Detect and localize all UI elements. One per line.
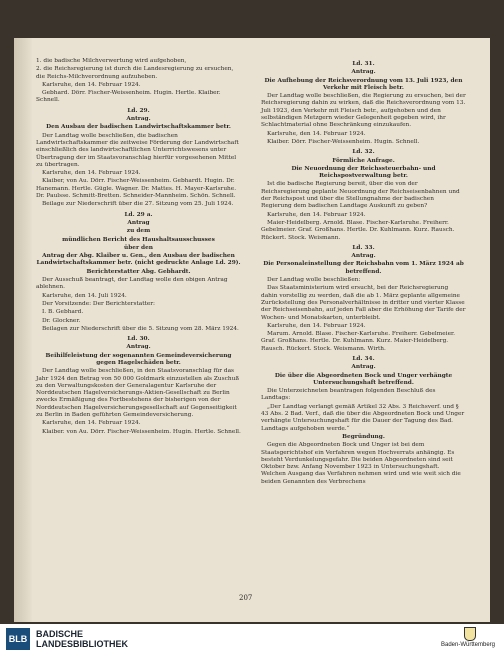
right-column-paragraph: „Der Landtag verlangt gemäß Artikel 32 Abs. 3 Reichsverf. und § 43 Abs. 2 Bad. Verf., daß die über die Abgeordneten Bock und Unger verhängte Untersuchungshaft für die Dauer der Tagung des Bad. Landtags aufgehoben werde.“ (261, 403, 465, 432)
left-column-paragraph: Der Landtag wolle beschließen, die badischen Landwirtschaftskammer die zeitweise Förderung der Landwirtschaft einschließlich des landwirtschaftlichen Unterrichtswesens unter Übertragung der im Staatsvoranschlag hierfür vorgesehenen Mittel zu übertragen. (36, 132, 239, 168)
left-column-paragraph: Berichterstatter Abg. Gebhardt. (86, 268, 191, 275)
left-column-paragraph: Beilagen zur Niederschrift über die 5. Sitzung vom 28. März 1924. (42, 325, 239, 332)
left-column-paragraph: Karlsruhe, den 14. Februar 1924. (42, 170, 141, 177)
right-column-paragraph: Karlsruhe, den 14. Februar 1924. (267, 130, 366, 137)
left-column-paragraph: Beihilfeleistung der sogenannten Gemeindeversicherung gegen Hagelschäden betr. (45, 352, 232, 366)
left-column-paragraph: Ld. 29 a. (124, 211, 153, 218)
left-column-paragraph: zu dem (126, 228, 151, 235)
page-number: 207 (239, 594, 253, 602)
left-column-paragraph: Klaiber, von Au. Dörr. Fischer-Weissenheim. Gebhardt. Hugin. Dr. Hanemann. Hertle. Gügle. Wagner. Dr. Mattes. H. Mayer-Karlsruhe. Dr. Paulsse. Schmitt-Bretten. Schneider-Mannheim. Schön. Schnell. (36, 178, 237, 200)
right-column-paragraph: Die Aufhebung der Reichsverordnung vom 13. Juli 1923, den Verkehr mit Fleisch betr. (264, 77, 463, 91)
left-column-paragraph: Dr. Glockner. (42, 317, 81, 324)
right-column-paragraph: Der Landtag wolle beschließen, die Regierung zu ersuchen, bei der Reichsregierung dahin zu wirken, daß die Reichsverordnung vom 13. Juli 1923, den Verkehr mit Fleisch betr., aufgehoben und den selbständigen Metzgern wieder Gelegenheit gegeben wird, ihr Schlachtmaterial ohne Beschränkung einzukaufen. (261, 93, 466, 129)
library-name-line1: BADISCHE (36, 629, 84, 639)
left-column-paragraph: Der Vorsitzende: Der Berichterstatter: (42, 300, 156, 307)
right-column-paragraph: Die über die Abgeordneten Bock und Unger verhängte Untersuchungshaft betreffend. (274, 372, 453, 386)
library-name (36, 629, 128, 649)
library-footer (0, 624, 504, 654)
left-column-paragraph: Der Ausschuß beantragt, der Landtag wolle den obigen Antrag ablehnen. (36, 277, 228, 291)
right-column (261, 58, 466, 487)
right-column-paragraph: Die Neuordnung der Reichssteuerbahn- und Reichspostverwaltung betr. (291, 165, 436, 180)
right-column-paragraph: Das Staatsministerium wird ersucht, bei der Reichsregierung dahin vorstellig zu werden, daß die ab 1. März geplante allgemeine Zurückstellung des Personalverhältnisse in dritter und vierter Klasse der Reichseisenbahn, auf jeden Fall aber die Erhöhung der Tarife der Wochen- und Monatskarten, unterbleibt. (261, 285, 466, 321)
left-column-paragraph: Karlsruhe, den 14. Februar 1924. (42, 420, 141, 427)
left-column-paragraph: Den Ausbau der badischen Landwirtschaftskammer betr. (46, 124, 231, 131)
left-column-paragraph: Beilage zur Niederschrift über die 27. Sitzung vom 25. Juli 1924. (42, 201, 234, 208)
right-column-paragraph: Maier-Heidelberg. Arnold. Blase. Fischer-Karlsruhe. Freiherr. Gebelmeier. Graf. Großhans. Hertle. Dr. Kuhlmann. Kurz. Rausch. Rückert. Stock. Weismann. (261, 219, 455, 241)
left-column-paragraph: Antrag. (126, 116, 151, 123)
left-column-paragraph: über den (124, 244, 153, 251)
right-column-paragraph: Karlsruhe, den 14. Februar 1924. (267, 322, 366, 329)
left-column-paragraph: Gebhard. Dörr. Fischer-Weissenheim. Hugin. Hertle. Klaiber. Schnell. (36, 90, 221, 104)
baden-wuerttemberg-logo[interactable] (440, 627, 496, 651)
right-column-paragraph: Ld. 33. (352, 244, 375, 251)
left-column-paragraph: Ld. 29. (127, 107, 150, 114)
right-column-paragraph: Karlsruhe, den 14. Februar 1924. (267, 211, 366, 218)
blb-logo[interactable]: BLB (6, 628, 30, 650)
right-column-paragraph: Marum. Arnold. Blase. Fischer-Karlsruhe. Freiherr. Gebelmeier. Graf. Großhans. Hertle. Dr. Kuhlmann. Kurz. Maier-Heidelberg. Rausch. Rückert. Stock. Weismann. Wirth. (261, 331, 455, 352)
library-name-line2: LANDESBIBLIOTHEK (36, 639, 128, 649)
left-column-paragraph: Karlsruhe, den 14. Juli 1924. (42, 292, 127, 299)
left-column-paragraph: Karlsruhe, den 14. Februar 1924. (42, 81, 141, 88)
page-binding-edge (14, 38, 32, 622)
document-page (14, 38, 490, 622)
left-column-paragraph: Ld. 30. (127, 336, 150, 343)
right-column-paragraph: Die Personaleinstellung der Reichsbahn vom 1. März 1924 ab betreffend. (263, 261, 464, 275)
right-column-paragraph: Ld. 31. (352, 61, 375, 67)
right-column-paragraph: Ld. 34. (352, 355, 375, 362)
left-column-paragraph: Antrag. (126, 344, 151, 351)
left-column (36, 58, 241, 437)
left-column-paragraph: Klaiber. von Au. Dörr. Fischer-Weissenheim. Hugin. Hertle. Schnell. (42, 428, 241, 435)
right-column-paragraph: Gegen die Abgeordneten Bock und Unger ist bei dem Staatsgerichtshof ein Verfahren wegen Hochverrats anhängig. Es besteht Verdunkelungsgefahr. Die beiden Abgeordneten sind seit Oktober bzw. Anfang November 1923 in Untersuchungshaft. Welchen Ausgang das Verfahren nehmen wird und wie weit sich die beiden Genannten des Verbrechens (261, 442, 461, 485)
right-column-paragraph: Der Landtag wolle beschließen: (267, 277, 361, 284)
left-column-paragraph: Antrag der Abg. Klaiber u. Gen., den Ausbau der badischen Landwirtschaftskammer betr. (nicht gedruckte Anlage Ld. 29). (36, 253, 241, 267)
coat-of-arms-icon (464, 627, 476, 641)
left-column-paragraph: Antrag (127, 219, 150, 226)
right-column-paragraph: Antrag. (351, 69, 376, 76)
right-column-paragraph: Förmliche Anfrage. (332, 157, 395, 164)
left-column-paragraph: 1. die badische Milchverwertung wird aufgehoben, (36, 58, 187, 64)
right-column-paragraph: Klaiber. Dörr. Fischer-Weissenheim. Hugin. Schnell. (267, 138, 420, 145)
left-column-paragraph: 2. die Reichsregierung ist durch die Landesregierung zu ersuchen, die Reichs-Milchverordnung aufzuheben. (36, 66, 234, 80)
baden-wuerttemberg-text: Baden-Württemberg (440, 642, 496, 648)
left-column-paragraph: I. B. Gebhard. (42, 309, 84, 316)
right-column-paragraph: Antrag. (351, 364, 376, 371)
right-column-paragraph: Begründung. (342, 433, 385, 440)
right-column-paragraph: Ist die badische Regierung bereit, über die von der Reichsregierung geplante Neuordnung der Reichseisenbahnen und der Reichspost und über die Stellungnahme der badischen Regierung dem badischen Landtage Auskunft zu geben? (261, 181, 460, 210)
left-column-paragraph: mündlichen Bericht des Haushaltsausschusses (62, 236, 215, 243)
right-column-paragraph: Ld. 32. (352, 149, 375, 156)
left-column-paragraph: Der Landtag wolle beschließen, in den Staatsvoranschlag für das Jahr 1924 den Betrag von 50 000 Goldmark einzustellen als Zuschuß zu den Verwaltungskosten der Generalagentur Karlsruhe der Norddeutschen Hagelversicherungs-Aktien-Gesellschaft zu Berlin zwecks Ermäßigung des Fortbestehens der bisherigen von der Norddeutschen Hagelversicherungsgesellschaft auf Gegenseitigkeit zu Berlin in Baden geführten Gemeindeversicherung. (36, 368, 240, 419)
right-column-paragraph: Die Unterzeichneten beantragen folgenden Beschluß des Landtags: (261, 388, 436, 402)
right-column-paragraph: Antrag. (351, 253, 376, 260)
